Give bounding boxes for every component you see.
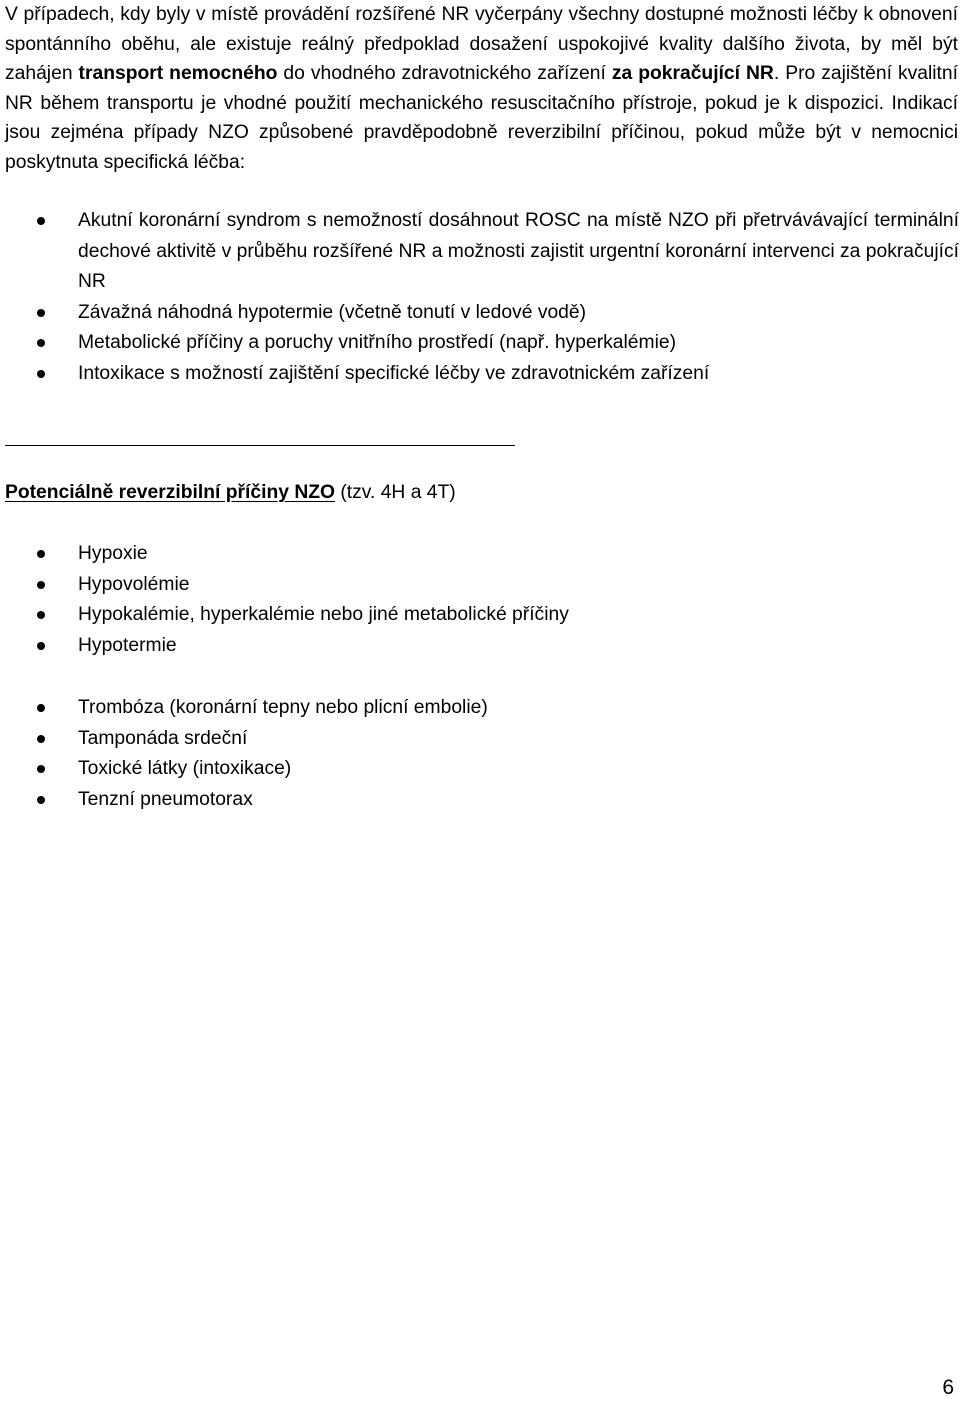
causes-heading-rest: (tzv. 4H a 4T) [335, 482, 456, 503]
intro-text-2: do vhodného zdravotnického zařízení [277, 63, 612, 84]
list-item [37, 693, 959, 724]
list-item-text: Toxické látky (intoxikace) [78, 758, 292, 780]
list-item [37, 631, 959, 662]
list-item-text: Trombóza (koronární tepny nebo plicní embolie) [78, 697, 488, 718]
list-item-text: Tamponáda srdeční [78, 727, 248, 749]
list-item [37, 206, 959, 298]
list-item-text: Akutní koronární syndrom s nemožností dosáhnout ROSC na místě NZO při přetrvávávající terminální dechové aktivitě v průběhu rozšířené NR a možnosti zajistit urgentní koronární intervenci za pokračující NR [78, 210, 959, 293]
list-item [37, 724, 959, 755]
list-item [37, 298, 959, 329]
list-item-text: Závažná náhodná hypotermie (včetně tonutí v ledové vodě) [78, 301, 587, 323]
causes-4h-list [37, 539, 959, 661]
bullet-icon [37, 765, 45, 773]
intro-bold-transport: transport nemocného [78, 63, 278, 84]
bullet-icon [37, 550, 45, 558]
list-item [37, 570, 959, 601]
list-item-text: Hypovolémie [78, 573, 190, 595]
list-item-text: Hypotermie [78, 634, 177, 656]
list-item-text: Intoxikace s možností zajištění specifické léčby ve zdravotnickém zařízení [78, 362, 710, 384]
bullet-icon [37, 309, 45, 317]
bullet-icon [37, 370, 45, 378]
list-item [37, 754, 959, 785]
intro-paragraph [5, 0, 958, 177]
list-item-text: Tenzní pneumotorax [78, 788, 253, 810]
indications-list [37, 206, 959, 390]
list-item [37, 359, 959, 390]
list-item-text: Metabolické příčiny a poruchy vnitřního prostředí (např. hyperkalémie) [78, 332, 676, 354]
list-item [37, 785, 959, 816]
causes-heading-bold: Potenciálně reverzibilní příčiny NZO [5, 482, 336, 503]
bullet-icon [37, 339, 45, 347]
list-item-text: Hypokalémie, hyperkalémie nebo jiné metabolické příčiny [78, 604, 569, 626]
list-item [37, 539, 959, 570]
causes-4t-list [37, 693, 959, 815]
page-number: 6 [942, 1376, 954, 1399]
causes-heading [5, 478, 456, 508]
list-item [37, 600, 959, 631]
bullet-icon [37, 642, 45, 650]
bullet-icon [37, 217, 45, 225]
bullet-icon [37, 735, 45, 743]
intro-text-1: V případech, kdy byly v místě provádění rozšířené NR vyčerpány všechny dostupné možnosti léčby k obnovení spontánního oběhu, ale existuje reálný předpoklad dosažení uspokojivé kvality dalšího života, by měl být zahájen [5, 4, 958, 84]
bullet-icon [37, 704, 45, 712]
intro-bold-continued-cpr: za pokračující NR [611, 63, 774, 84]
horizontal-divider [5, 445, 515, 446]
bullet-icon [37, 611, 45, 619]
bullet-icon [37, 581, 45, 589]
list-item-text: Hypoxie [78, 543, 148, 564]
list-item [37, 328, 959, 359]
bullet-icon [37, 796, 45, 804]
intro-text-3: . Pro zajištění kvalitní NR během transportu je vhodné použití mechanického resuscitačního přístroje, pokud je k dispozici. Indikací jsou zejména případy NZO způsobené pravděpodobně reverzibilní příčinou, pokud může být v nemocnici poskytnuta specifická léčba: [5, 63, 958, 173]
